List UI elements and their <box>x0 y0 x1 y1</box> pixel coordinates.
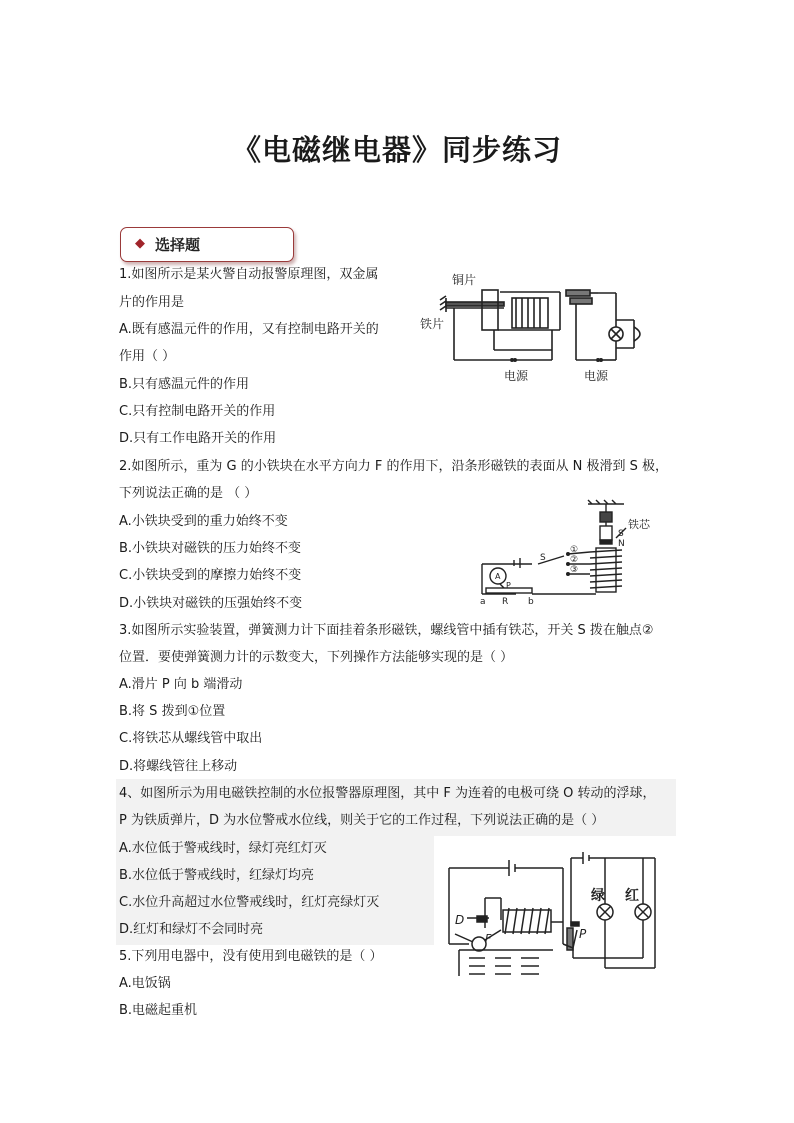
q1-option-d: D.只有工作电路开关的作用 <box>119 431 277 446</box>
q4-option-a: A.水位低于警戒线时，绿灯亮红灯灭 <box>119 841 327 856</box>
q4-fig-label-green: 绿 <box>591 888 605 904</box>
q2-option-a: A.小铁块受到的重力始终不变 <box>119 514 288 529</box>
q5-stem: 5.下列用电器中，没有使用到电磁铁的是（ ） <box>119 949 383 964</box>
q4-fig-label-d: D <box>455 913 465 927</box>
q2-option-c: C.小铁块受到的摩擦力始终不变 <box>119 568 302 583</box>
q5-option-a: A.电饭锅 <box>119 976 171 991</box>
q3-stem-line1: 3.如图所示实验装置，弹簧测力计下面挂着条形磁铁，螺线管中插有铁芯，开关 S 拨在触点② <box>119 623 654 638</box>
q4-figure-water-level-alarm <box>445 850 667 982</box>
q1-fig-label-power-1: 电源 <box>504 369 529 383</box>
q3-figure-solenoid-apparatus <box>476 498 656 607</box>
section-header <box>120 227 294 262</box>
q1-stem-line1: 1.如图所示是某火警自动报警原理图，双金属 <box>119 267 379 282</box>
q3-option-c: C.将铁芯从螺线管中取出 <box>119 731 263 746</box>
q2-stem-line2: 下列说法正确的是 （ ） <box>119 486 258 501</box>
q2-option-b: B.小铁块对磁铁的压力始终不变 <box>119 541 302 556</box>
section-label: 选择题 <box>155 236 201 254</box>
q3-fig-label-n: N <box>618 539 625 549</box>
q3-option-b: B.将 S 拨到①位置 <box>119 704 226 719</box>
q4-option-b: B.水位低于警戒线时，红绿灯均亮 <box>119 868 315 883</box>
q2-stem-line1: 2.如图所示，重为 G 的小铁块在水平方向力 F 的作用下，沿条形磁铁的表面从 N 极滑到 S 极， <box>119 459 668 474</box>
q4-fig-label-p: P <box>579 927 587 941</box>
q4-option-d: D.红灯和绿灯不会同时亮 <box>119 922 264 937</box>
q3-option-d: D.将螺线管往上移动 <box>119 759 238 774</box>
q3-fig-label-contact-1: ① <box>570 545 579 555</box>
q1-stem-line2: 片的作用是 <box>119 295 185 310</box>
diamond-icon: ◆ <box>135 236 145 251</box>
q1-figure-fire-alarm-circuit <box>420 272 660 387</box>
q3-fig-label-switch: S <box>540 553 546 563</box>
q1-fig-label-power-2: 电源 <box>584 369 609 383</box>
q1-option-c: C.只有控制电路开关的作用 <box>119 404 276 419</box>
q4-fig-label-f: F <box>485 932 492 945</box>
q3-option-a: A.滑片 P 向 b 端滑动 <box>119 677 243 692</box>
q3-stem-line2: 位置．要使弹簧测力计的示数变大，下列操作方法能够实现的是（ ） <box>119 650 514 665</box>
q4-fig-label-red: 红 <box>625 888 639 904</box>
q4-stem-line2: P 为铁质弹片，D 为水位警戒水位线，则关于它的工作过程，下列说法正确的是（ ） <box>119 813 605 828</box>
q3-fig-label-core: 铁芯 <box>628 518 650 531</box>
q1-option-a-line1: A.既有感温元件的作用，又有控制电路开关的 <box>119 322 379 337</box>
q3-fig-label-r: R <box>502 597 509 607</box>
q3-fig-label-s: S <box>618 529 624 539</box>
q3-fig-label-a: a <box>480 597 486 607</box>
q1-option-a-line2: 作用（ ） <box>119 349 176 364</box>
q5-option-b: B.电磁起重机 <box>119 1003 198 1018</box>
q4-option-c: C.水位升高超过水位警戒线时，红灯亮绿灯灭 <box>119 895 380 910</box>
q3-fig-label-contact-3: ③ <box>570 565 579 575</box>
q3-fig-label-b: b <box>528 597 534 607</box>
q3-fig-label-ammeter: A <box>495 572 501 581</box>
q3-fig-label-contact-2: ② <box>570 555 579 565</box>
q1-option-b: B.只有感温元件的作用 <box>119 377 250 392</box>
q2-option-d: D.小铁块对磁铁的压强始终不变 <box>119 596 303 611</box>
q4-stem-line1: 4、如图所示为用电磁铁控制的水位报警器原理图，其中 F 为连着的电极可绕 O 转动的浮球， <box>119 786 656 801</box>
q1-fig-label-copper: 铜片 <box>452 273 477 287</box>
page-title: 《电磁继电器》同步练习 <box>231 133 562 167</box>
q1-fig-label-iron: 铁片 <box>420 317 445 331</box>
q3-fig-label-p: P <box>506 581 511 590</box>
